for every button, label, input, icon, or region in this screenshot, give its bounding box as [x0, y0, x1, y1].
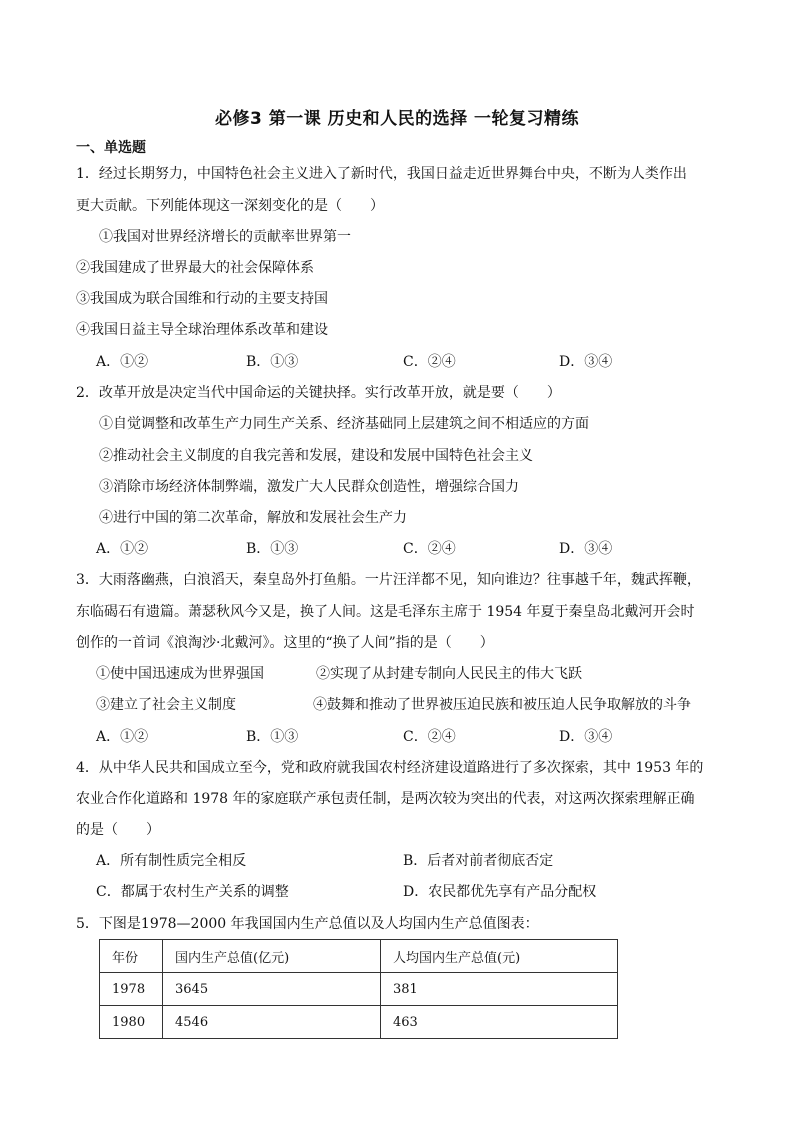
q5-stem-line1: 5．下图是1978—2000 年我国国内生产总值以及人均国内生产总值图表： — [76, 916, 539, 932]
q1-stem-line1: 1．经过长期努力，中国特色社会主义进入了新时代，我国日益走近世界舞台中央，不断为人类作出 — [76, 166, 687, 182]
q4-stem-line2: 农业合作化道路和 1978 年的家庭联产承包责任制，是两次较为突出的代表，对这两次探索理解正确 — [76, 791, 695, 807]
table-header-row — [100, 940, 618, 973]
q2-choice-b: B．①③ — [246, 541, 299, 557]
q4-choice-c: C．都属于农村生产关系的调整 — [96, 884, 289, 900]
q3-choice-b: B．①③ — [246, 729, 299, 745]
table-cell: 1980 — [100, 1006, 163, 1039]
q1-choice-d: D．③④ — [559, 354, 613, 370]
q4-stem-line1: 4．从中华人民共和国成立至今，党和政府就我国农村经济建设道路进行了多次探索，其中 1953 年的 — [76, 760, 704, 776]
table-cell: 1978 — [100, 973, 163, 1006]
q1-choice-c: C．②④ — [403, 354, 456, 370]
q3-statement-2: ②实现了从封建专制向人民民主的伟大飞跃 — [316, 666, 582, 682]
q2-statement-4: ④进行中国的第二次革命，解放和发展社会生产力 — [99, 510, 407, 526]
table-row — [100, 1006, 618, 1039]
table-header-cell: 国内生产总值(亿元) — [163, 940, 381, 973]
table-header-cell: 年份 — [100, 940, 163, 973]
q3-stem-line3: 创作的一首词《浪淘沙·北戴河》。这里的“换了人间”指的是（ ） — [76, 635, 494, 651]
q2-choice-c: C．②④ — [403, 541, 456, 557]
q1-statement-2: ②我国建成了世界最大的社会保障体系 — [76, 260, 314, 276]
q3-choice-c: C．②④ — [403, 729, 456, 745]
q1-statement-4: ④我国日益主导全球治理体系改革和建设 — [76, 322, 328, 338]
q2-statement-2: ②推动社会主义制度的自我完善和发展，建设和发展中国特色社会主义 — [99, 448, 533, 464]
q4-choice-a: A．所有制性质完全相反 — [96, 853, 247, 869]
q2-statement-3: ③消除市场经济体制弊端，激发广大人民群众创造性，增强综合国力 — [99, 479, 519, 495]
q4-stem-line3: 的是（ ） — [76, 822, 160, 838]
q1-statement-3: ③我国成为联合国维和行动的主要支持国 — [76, 291, 328, 307]
q3-choice-d: D．③④ — [559, 729, 613, 745]
q3-statement-3: ③建立了社会主义制度 — [96, 697, 236, 713]
q1-choice-b: B．①③ — [246, 354, 299, 370]
q2-statement-1: ①自觉调整和改革生产力同生产关系、经济基础同上层建筑之间不相适应的方面 — [99, 416, 589, 432]
table-cell: 463 — [381, 1006, 618, 1039]
q1-statement-1: ①我国对世界经济增长的贡献率世界第一 — [99, 229, 351, 245]
q3-statement-4: ④鼓舞和推动了世界被压迫民族和被压迫人民争取解放的斗争 — [313, 697, 691, 713]
table-row — [100, 973, 618, 1006]
q3-stem-line1: 3．大雨落幽燕，白浪滔天，秦皇岛外打鱼船。一片汪洋都不见，知向谁边？往事越千年，魏武挥鞭， — [76, 572, 701, 588]
table-cell: 381 — [381, 973, 618, 1006]
table-header-cell: 人均国内生产总值(元) — [381, 940, 618, 973]
gdp-table — [99, 939, 618, 1039]
page-title: 必修3 第一课 历史和人民的选择 一轮复习精练 — [214, 109, 580, 129]
q3-choice-a: A．①② — [96, 729, 149, 745]
q3-statement-1: ①使中国迅速成为世界强国 — [96, 666, 264, 682]
q4-choice-d: D．农民都优先享有产品分配权 — [403, 884, 597, 900]
table-cell: 3645 — [163, 973, 381, 1006]
q2-choice-a: A．①② — [96, 541, 149, 557]
q3-stem-line2: 东临碣石有遗篇。萧瑟秋风今又是，换了人间。这是毛泽东主席于 1954 年夏于秦皇岛北戴河开会时 — [76, 604, 695, 620]
q2-stem-line1: 2．改革开放是决定当代中国命运的关键抉择。实行改革开放，就是要（ ） — [76, 385, 561, 401]
q1-stem-line2: 更大贡献。下列能体现这一深刻变化的是（ ） — [76, 198, 384, 214]
section-heading: 一、单选题 — [76, 140, 146, 156]
q1-choice-a: A．①② — [96, 354, 149, 370]
q2-choice-d: D．③④ — [559, 541, 613, 557]
table-cell: 4546 — [163, 1006, 381, 1039]
q4-choice-b: B．后者对前者彻底否定 — [403, 853, 554, 869]
